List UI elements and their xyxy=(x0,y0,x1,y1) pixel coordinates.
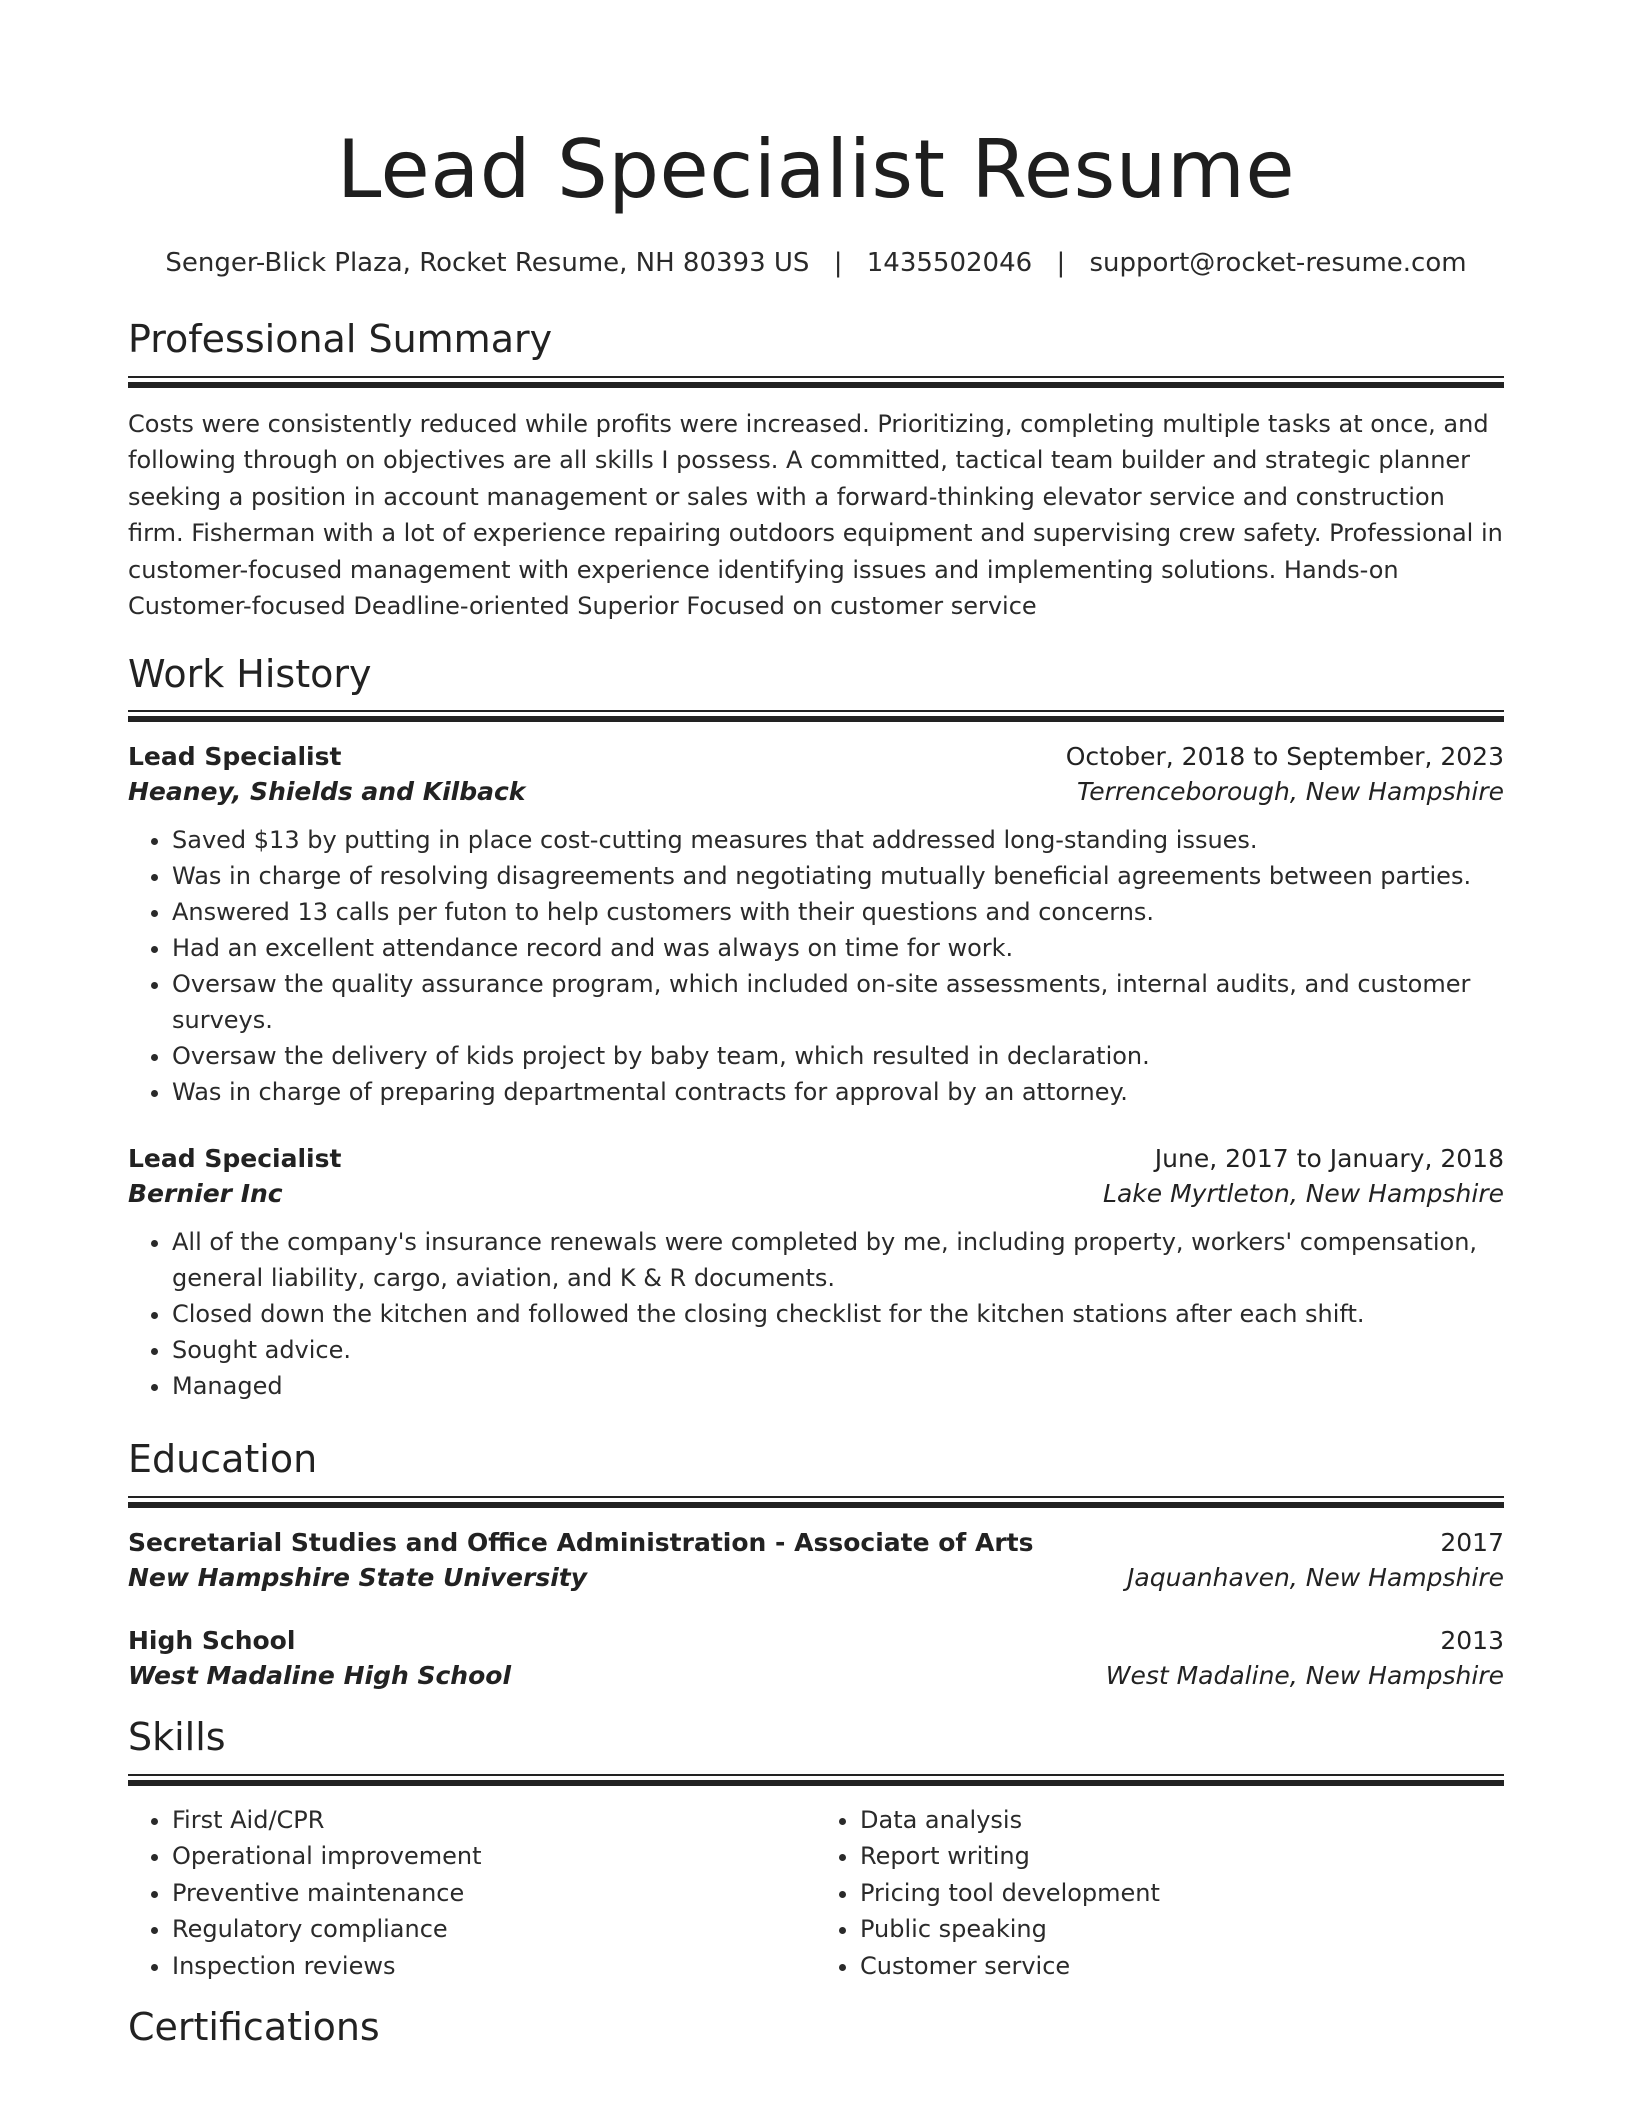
section-divider xyxy=(128,1774,1504,1786)
skill-item: • Preventive maintenance xyxy=(172,1875,816,1912)
contact-address: Senger-Blick Plaza, Rocket Resume, NH 80393 US xyxy=(165,248,810,278)
job-bullet: • Saved $13 by putting in place cost-cutting measures that addressed long-standing issues. xyxy=(172,822,1504,858)
job-bullet: • Oversaw the delivery of kids project by baby team, which resulted in declaration. xyxy=(172,1038,1504,1074)
summary-section-header xyxy=(128,318,1504,388)
contact-line xyxy=(128,248,1504,278)
skill-item: • Report writing xyxy=(860,1838,1504,1875)
contact-separator: | xyxy=(833,248,843,278)
skill-item: • Customer service xyxy=(860,1948,1504,1985)
work-section-header xyxy=(128,653,1504,723)
education-degree: High School xyxy=(128,1626,296,1656)
job-company: Heaney, Shields and Kilback xyxy=(128,777,526,807)
education-school: New Hampshire State University xyxy=(128,1563,588,1593)
job-bullets xyxy=(128,822,1504,1110)
skill-item: • Public speaking xyxy=(860,1911,1504,1948)
section-divider xyxy=(128,376,1504,388)
skill-item: • Inspection reviews xyxy=(172,1948,816,1985)
skills-list xyxy=(128,1802,1504,1985)
contact-separator: | xyxy=(1056,248,1066,278)
education-year: 2017 xyxy=(1440,1528,1504,1558)
education-year: 2013 xyxy=(1440,1626,1504,1656)
skill-item: • First Aid/CPR xyxy=(172,1802,816,1839)
summary-text: Costs were consistently reduced while profits were increased. Prioritizing, completing multiple tasks at once, and following through on objectives are all skills I possess. A committed, tactical team builder and strategic planner seeking a position in account management or sales with a forward-thinking elevator service and construction firm. Fisherman with a lot of experience repairing outdoors equipment and supervising crew safety. Professional in customer-focused management with experience identifying issues and implementing solutions. Hands-on Customer-focused Deadline-oriented Superior Focused on customer service xyxy=(128,409,1503,621)
contact-email: support@rocket-resume.com xyxy=(1089,248,1467,278)
skills-column-left xyxy=(128,1802,816,1985)
education-location: Jaquanhaven, New Hampshire xyxy=(1127,1563,1504,1593)
job-entry xyxy=(128,742,1504,1110)
job-bullet: • Was in charge of preparing departmental contracts for approval by an attorney. xyxy=(172,1074,1504,1110)
education-school: West Madaline High School xyxy=(128,1661,512,1691)
skill-item: • Pricing tool development xyxy=(860,1875,1504,1912)
section-divider xyxy=(128,1496,1504,1508)
skills-section-header xyxy=(128,1716,1504,1786)
education-degree: Secretarial Studies and Office Administration - Associate of Arts xyxy=(128,1528,1034,1558)
skill-item: • Operational improvement xyxy=(172,1838,816,1875)
education-entry xyxy=(128,1626,1504,1690)
resume-title: Lead Specialist Resume xyxy=(336,123,1296,216)
section-title-summary: Professional Summary xyxy=(128,317,553,361)
job-dates: October, 2018 to September, 2023 xyxy=(1065,742,1504,772)
job-bullet: • Answered 13 calls per futon to help customers with their questions and concerns. xyxy=(172,894,1504,930)
job-title: Lead Specialist xyxy=(128,742,342,772)
job-bullets xyxy=(128,1224,1504,1404)
section-title-skills: Skills xyxy=(128,1715,226,1760)
section-title-certifications: Certifications xyxy=(128,2005,380,2050)
section-divider xyxy=(128,710,1504,722)
skill-item: • Regulatory compliance xyxy=(172,1911,816,1948)
certifications-section-header xyxy=(128,2006,1504,2050)
job-location: Lake Myrtleton, New Hampshire xyxy=(1103,1179,1504,1209)
job-bullet: • Closed down the kitchen and followed the closing checklist for the kitchen stations after each shift. xyxy=(172,1296,1504,1332)
job-bullet: • Had an excellent attendance record and was always on time for work. xyxy=(172,930,1504,966)
job-title: Lead Specialist xyxy=(128,1144,342,1174)
job-bullet: • Sought advice. xyxy=(172,1332,1504,1368)
job-bullet: • Managed xyxy=(172,1368,1504,1404)
education-entry xyxy=(128,1528,1504,1592)
skills-column-right xyxy=(816,1802,1504,1985)
job-bullet: • Was in charge of resolving disagreements and negotiating mutually beneficial agreements between parties. xyxy=(172,858,1504,894)
job-bullet: • All of the company's insurance renewals were completed by me, including property, workers' compensation, general liability, cargo, aviation, and K & R documents. xyxy=(172,1224,1504,1296)
skill-item: • Data analysis xyxy=(860,1802,1504,1839)
section-title-education: Education xyxy=(128,1437,318,1482)
job-bullet: • Oversaw the quality assurance program, which included on-site assessments, internal audits, and customer surveys. xyxy=(172,966,1504,1038)
job-location: Terrenceborough, New Hampshire xyxy=(1077,777,1504,807)
contact-phone: 1435502046 xyxy=(866,248,1033,278)
job-entry xyxy=(128,1144,1504,1404)
job-dates: June, 2017 to January, 2018 xyxy=(1154,1144,1504,1174)
job-company: Bernier Inc xyxy=(128,1179,283,1209)
education-location: West Madaline, New Hampshire xyxy=(1105,1661,1504,1691)
education-section-header xyxy=(128,1438,1504,1508)
section-title-work: Work History xyxy=(128,651,372,696)
